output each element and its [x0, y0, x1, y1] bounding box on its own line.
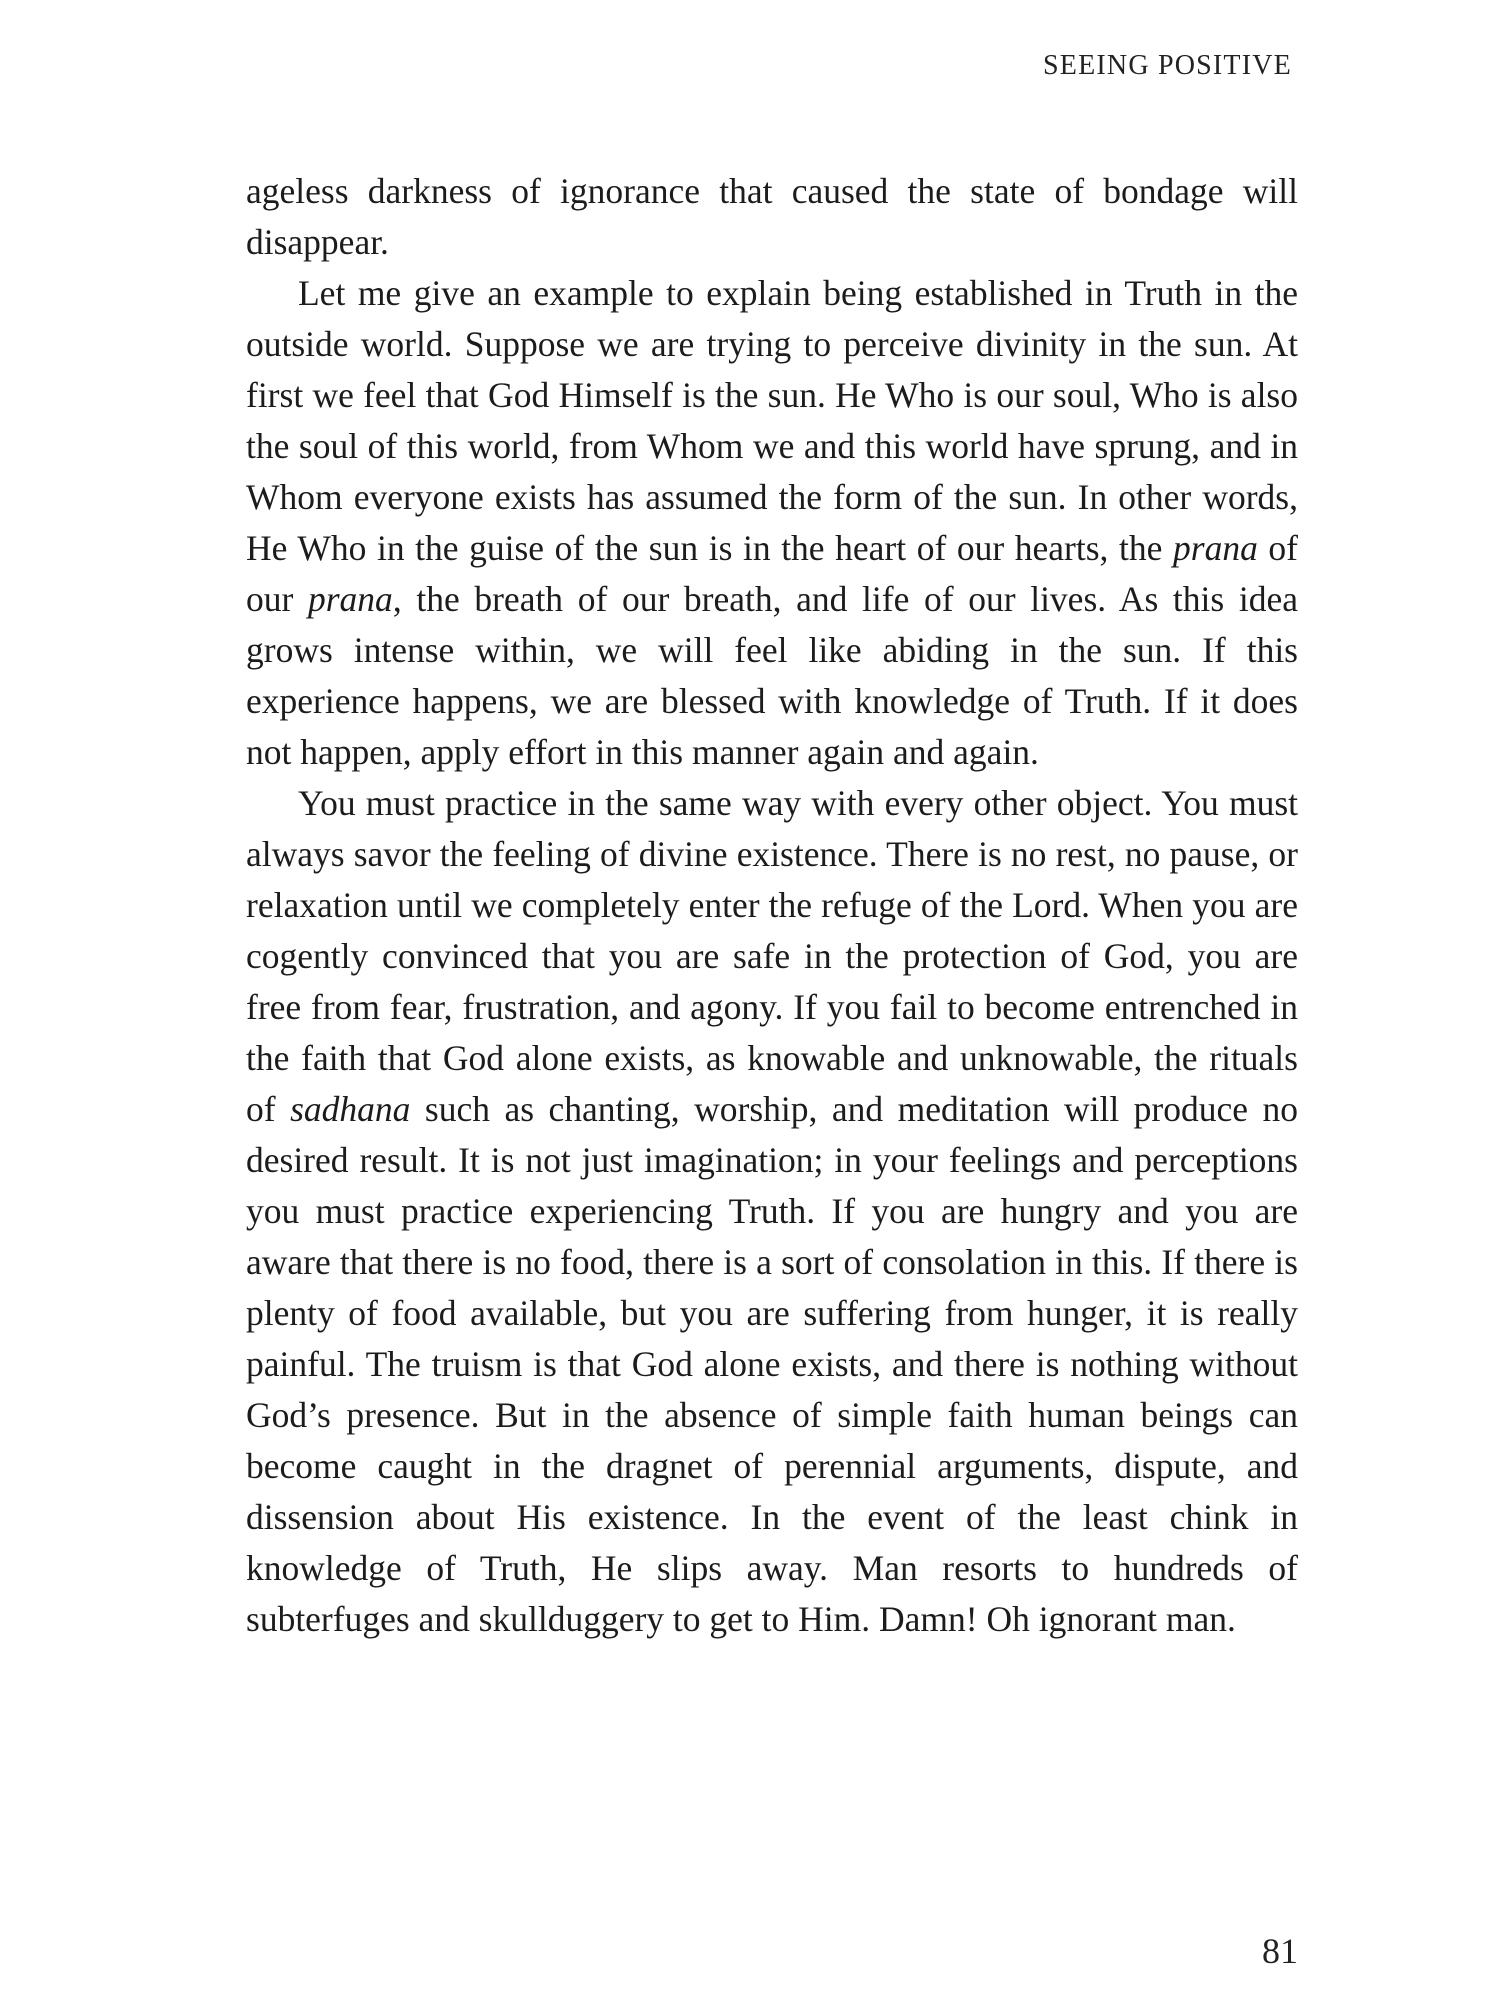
paragraph-3-text-1: You must practice in the same way with every other object. You must always savor the feeling of divine existence. There is no rest, no pause, or relaxation until we completely enter the refuge of the Lord. When you are cogently convinced that you are safe in the protection of God, you are free from fear, frustration, and agony. If you fail to become entrenched in the faith that God alone exists, as knowable and unknowable, the rituals of [246, 783, 1298, 1129]
paragraph-2-text-2: of our [246, 528, 1298, 619]
page-number: 81 [1262, 1931, 1298, 1971]
italic-term-prana-1: prana [1173, 528, 1258, 568]
paragraph-2-text-3: , the breath of our breath, and life of our lives. As this idea grows intense within, we will feel like abiding in the sun. If this experience happens, we are blessed with knowledge of Truth. If it does not happen, apply effort in this manner again and again. [246, 579, 1298, 772]
body-text [246, 166, 1298, 1645]
running-header-title: SEEING POSITIVE [1043, 50, 1292, 81]
paragraph-1: ageless darkness of ignorance that caused the state of bondage will disappear. [246, 171, 1298, 262]
italic-term-prana-2: prana [307, 579, 393, 619]
italic-term-sadhana: sadhana [290, 1089, 411, 1129]
paragraph-3 [246, 778, 1298, 1645]
paragraph-2 [246, 268, 1298, 778]
paragraph-2-text-1: Let me give an example to explain being established in Truth in the outside world. Suppose we are trying to perceive divinity in the sun. At first we feel that God Himself is the sun. He Who is our soul, Who is also the soul of this world, from Whom we and this world have sprung, and in Whom everyone exists has assumed the form of the sun. In other words, He Who in the guise of the sun is in the heart of our hearts, the [246, 273, 1298, 568]
paragraph-3-text-2: such as chanting, worship, and meditation will produce no desired result. It is not just imagination; in your feelings and perceptions you must practice experiencing Truth. If you are hungry and you are aware that there is no food, there is a sort of consolation in this. If there is plenty of food available, but you are suffering from hunger, it is really painful. The truism is that God alone exists, and there is nothing without God’s presence. But in the absence of simple faith human beings can become caught in the dragnet of perennial arguments, dispute, and dissension about His existence. In the event of the least chink in knowledge of Truth, He slips away. Man resorts to hundreds of subterfuges and skullduggery to get to Him. Damn! Oh ignorant man. [246, 1089, 1299, 1639]
